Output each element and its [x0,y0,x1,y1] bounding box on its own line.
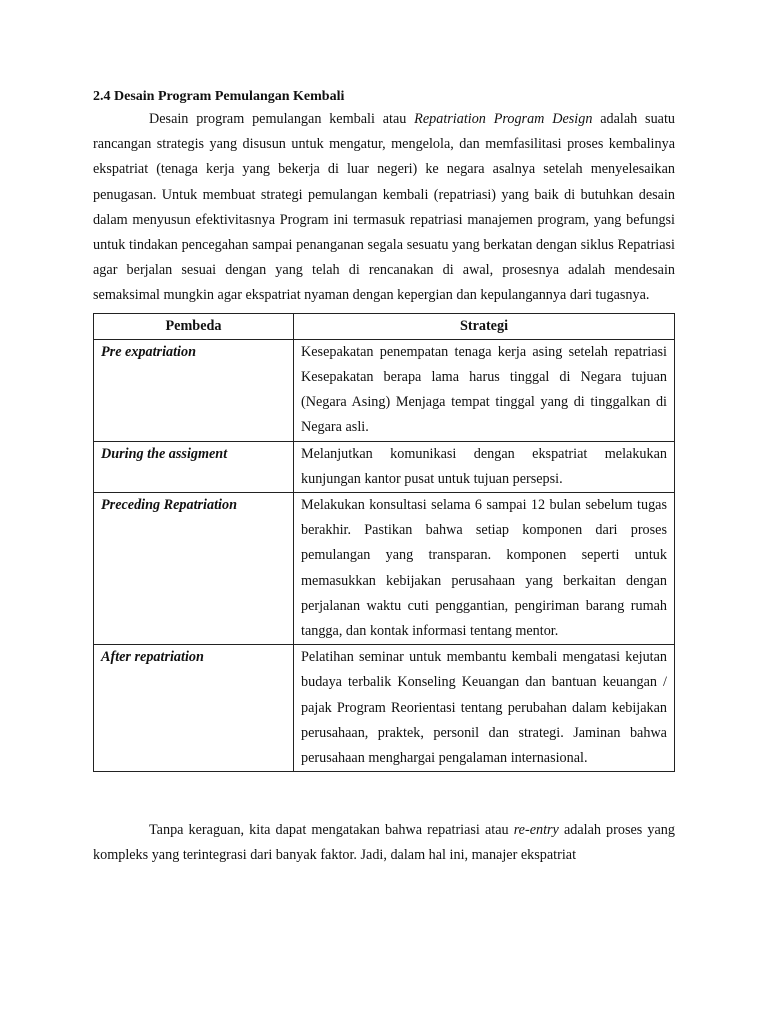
row-label-preceding-repatriation: Preceding Repatriation [94,493,294,645]
table-row [94,493,675,645]
row-strategy-after-repatriation: Pelatihan seminar untuk membantu kembali mengatasi kejutan budaya terbalik Konseling Keuangan dan bantuan keuangan / pajak Program Reorientasi tentang perubahan dalam kebijakan perusahaan, praktek, personil dan strategi. Jaminan bahwa perusahaan menghargai pengalaman internasional. [294,645,675,772]
table-row [94,339,675,441]
row-strategy-preceding-repatriation: Melakukan konsultasi selama 6 sampai 12 bulan sebelum tugas berakhir. Pastikan bahwa setiap komponen dari proses pemulangan yang transparan. komponen seperti untuk memasukkan kebijakan perusahaan yang berkaitan dengan perjalanan waktu cuti penggantian, pengiriman barang rumah tangga, dan kontak informasi tentang mentor. [294,493,675,645]
intro-text-rest: adalah suatu rancangan strategis yang disusun untuk mengatur, mengelola, dan memfasilitasi proses kembalinya ekspatriat (tenaga kerja yang bekerja di luar negeri) ke negara asalnya setelah menyelesaikan penugasan. Untuk membuat strategi pemulangan kembali (repatriasi) yang baik di butuhkan desain dalam menyusun efektivitasnya Program ini termasuk repatriasi manajemen program, yang befungsi untuk tindakan pencegahan sampai penanganan segala sesuatu yang berkatan dengan siklus Repatriasi agar berjalan sesuai dengan yang telah di rencanakan di awal, prosesnya adalah mendesain semaksimal mungkin agar ekspatriat nyaman dengan kepergian dan kepulangannya dari tugasnya. [93,111,676,304]
page-content [93,86,675,869]
table-row [94,645,675,772]
intro-text-start: Desain program pemulangan kembali atau [149,111,415,127]
closing-emphasis: re-entry [513,822,559,839]
strategy-table [93,313,675,773]
row-label-pre-expatriation: Pre expatriation [94,339,294,441]
row-strategy-pre-expatriation: Kesepakatan penempatan tenaga kerja asing setelah repatriasi Kesepakatan berapa lama harus tinggal di Negara tujuan (Negara Asing) Menjaga tempat tinggal yang di tinggalkan di Negara asli. [294,339,675,441]
table-header-row [94,313,675,339]
section-heading: 2.4 Desain Program Pemulangan Kembali [93,89,345,104]
row-strategy-during-assignment: Melanjutkan komunikasi dengan ekspatriat melakukan kunjungan kantor pusat untuk tujuan persepsi. [294,441,675,492]
row-label-during-assignment: During the assigment [94,441,294,492]
closing-paragraph [93,818,675,868]
intro-emphasis: Repatriation Program Design [414,111,593,127]
closing-text-rest: adalah proses yang kompleks yang terintegrasi dari banyak faktor. Jadi, dalam hal ini, manajer ekspatriat [93,822,675,864]
closing-text-start: Tanpa keraguan, kita dapat mengatakan bahwa repatriasi atau [149,822,514,839]
header-pembeda: Pembeda [94,313,294,339]
header-strategi: Strategi [294,313,675,339]
table-row [94,441,675,492]
row-label-after-repatriation: After repatriation [94,645,294,772]
intro-paragraph [93,107,675,309]
